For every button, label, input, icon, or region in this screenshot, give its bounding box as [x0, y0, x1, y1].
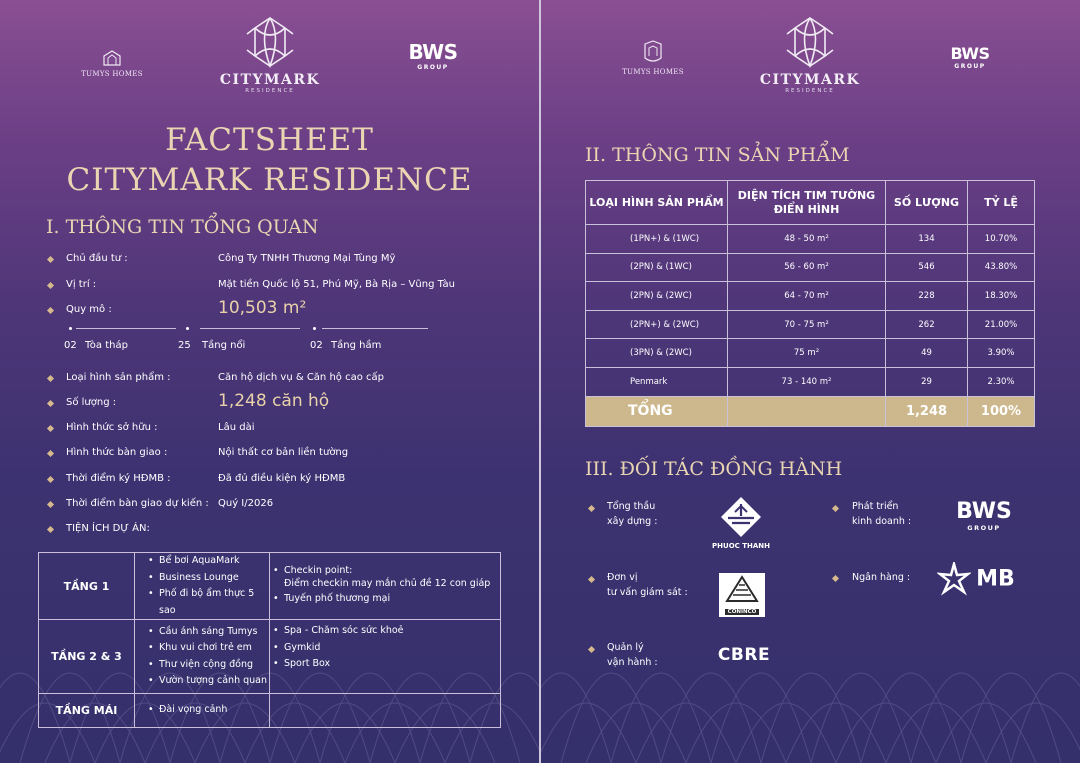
bws-partner-logo [951, 500, 1017, 532]
cell-count: 228 [886, 282, 968, 311]
citymark-name: CITYMARK [219, 72, 321, 88]
phuoc-thanh-text: PHUOC THANH [712, 542, 770, 550]
tumys-homes-logo [621, 40, 685, 76]
stat-dot [69, 327, 72, 330]
supervisor-label-line2: tư vấn giám sát : [607, 587, 688, 598]
section-product-heading: II. THÔNG TIN SẢN PHẨM [585, 144, 850, 166]
developer-label-line2: kinh doanh : [852, 516, 912, 527]
stat-towers-num: 02 [64, 340, 77, 351]
developer-label [852, 499, 911, 529]
table-row [586, 310, 1035, 339]
tumys-homes-text: TUMYS HOMES [622, 68, 684, 76]
total-label: TỔNG [586, 396, 728, 426]
amenity-col [270, 553, 501, 620]
coninco-logo [719, 573, 765, 617]
stat-line [322, 328, 428, 329]
stat-dot [186, 327, 189, 330]
list-item: • Khu vui chơi trẻ em [147, 640, 269, 657]
product-type-label: Loại hình sản phẩm : [66, 372, 171, 383]
bullet-diamond-icon [47, 450, 54, 457]
cell-type: (2PN) & (1WC) [586, 253, 728, 282]
title-project-name: CITYMARK RESIDENCE [66, 162, 473, 198]
amenity-col [135, 694, 270, 728]
manager-label [607, 640, 658, 670]
cell-type: Penmark [586, 367, 728, 396]
contractor-label-line1: Tổng thầu [607, 501, 656, 512]
cell-area: 75 m² [728, 339, 886, 368]
amenity-level: TẦNG 1 [39, 553, 135, 620]
cell-count: 49 [886, 339, 968, 368]
list-item: • Bể bơi AquaMark [147, 553, 269, 570]
bws-text: BWS [950, 44, 990, 63]
total-count: 1,248 [886, 396, 968, 426]
list-item: • Thư viện cộng đồng [147, 657, 269, 674]
header-product-type: LOẠI HÌNH SẢN PHẨM [586, 181, 728, 225]
table-row [586, 339, 1035, 368]
bws-partner-text: BWS [956, 499, 1012, 524]
handover-time-label: Thời điểm bàn giao dự kiến : [66, 498, 209, 509]
tumys-homes-logo [80, 50, 144, 78]
cell-ratio: 18.30% [968, 282, 1035, 311]
phuoc-thanh-emblem-icon [720, 496, 762, 538]
cell-count: 29 [886, 367, 968, 396]
list-item: • Phố đi bộ ẩm thực 5 sao [147, 586, 269, 619]
amenities-table [38, 552, 501, 728]
amenity-level: TẦNG 2 & 3 [39, 620, 135, 694]
amenity-level: TẦNG MÁI [39, 694, 135, 728]
location-label: Vị trí : [66, 279, 97, 290]
cell-ratio: 21.00% [968, 310, 1035, 339]
bws-group-text: GROUP [954, 63, 986, 70]
cell-area: 73 - 140 m² [728, 367, 886, 396]
coninco-text: CONINCO [725, 609, 759, 615]
developer-label-line1: Phát triển [852, 501, 899, 512]
citymark-emblem-icon [785, 16, 835, 68]
list-item: • Business Lounge [147, 570, 269, 587]
quantity-label: Số lượng : [66, 397, 117, 408]
supervisor-label-line1: Đơn vị [607, 572, 638, 583]
citymark-logo [750, 16, 870, 94]
investor-label: Chủ đầu tư : [66, 253, 128, 264]
table-total-row [586, 396, 1035, 426]
list-item: • Vườn tượng cảnh quan [147, 673, 269, 690]
stat-line [200, 328, 300, 329]
bullet-diamond-icon [47, 282, 54, 289]
header-area: DIỆN TÍCH TIM TƯỜNG ĐIỂN HÌNH [728, 181, 886, 225]
location-value: Mặt tiền Quốc lộ 51, Phú Mỹ, Bà Rịa – Vũng Tàu [218, 279, 456, 290]
section-overview-heading: I. THÔNG TIN TỔNG QUAN [46, 216, 319, 238]
bws-text: BWS [408, 40, 458, 64]
tumys-crest-icon [102, 50, 122, 66]
quantity-value: 1,248 căn hộ [218, 391, 330, 411]
citymark-subtitle: RESIDENCE [245, 88, 295, 94]
list-item: • Đài vọng cảnh [147, 702, 269, 719]
cell-type: (3PN) & (2WC) [586, 339, 728, 368]
amenity-col [270, 620, 501, 694]
bullet-diamond-icon [47, 256, 54, 263]
table-row [39, 620, 501, 694]
list-item: • Cầu ánh sáng Tumys [147, 624, 269, 641]
coninco-emblem-icon [719, 573, 765, 605]
stat-dot [313, 327, 316, 330]
handover-time-value: Quý I/2026 [218, 498, 274, 509]
stat-basements-num: 02 [310, 340, 323, 351]
handover-form-value: Nội thất cơ bản liền tường [218, 447, 349, 458]
handover-form-label: Hình thức bàn giao : [66, 447, 168, 458]
supervisor-label [607, 570, 688, 600]
product-type-value: Căn hộ dịch vụ & Căn hộ cao cấp [218, 372, 384, 383]
tumys-homes-text: TUMYS HOMES [81, 70, 143, 78]
cbre-logo: CBRE [717, 645, 771, 665]
citymark-logo [210, 16, 330, 94]
investor-value: Công Ty TNHH Thương Mại Tùng Mỹ [218, 253, 396, 264]
bws-group-text: GROUP [417, 64, 449, 71]
table-row [39, 553, 501, 620]
bullet-diamond-icon [47, 400, 54, 407]
citymark-subtitle: RESIDENCE [785, 88, 835, 94]
list-item-continuation: Điểm checkin may mắn chủ đề 12 con giáp [284, 577, 491, 589]
total-empty [728, 396, 886, 426]
bullet-diamond-icon [47, 425, 54, 432]
header-quantity: SỐ LƯỢNG [886, 181, 968, 225]
cell-ratio: 10.70% [968, 225, 1035, 254]
phuoc-thanh-logo [709, 496, 773, 550]
factsheet-page-left [0, 0, 539, 763]
contractor-label [607, 499, 657, 529]
list-item: • Sport Box [272, 656, 500, 673]
ownership-label: Hình thức sở hữu : [66, 422, 158, 433]
cell-area: 48 - 50 m² [728, 225, 886, 254]
table-row [586, 225, 1035, 254]
contract-time-value: Đã đủ điều kiện ký HĐMB [218, 473, 346, 484]
amenities-label: TIỆN ÍCH DỰ ÁN: [66, 523, 150, 534]
cell-area: 56 - 60 m² [728, 253, 886, 282]
cell-area: 70 - 75 m² [728, 310, 886, 339]
stat-basements-label: Tầng hầm [331, 340, 382, 351]
amenity-col [270, 694, 501, 728]
bullet-diamond-icon [47, 307, 54, 314]
table-header-row [586, 181, 1035, 225]
mb-star-icon [937, 562, 971, 596]
cell-type: (1PN+) & (1WC) [586, 225, 728, 254]
contractor-label-line2: xây dựng : [607, 516, 658, 527]
citymark-name: CITYMARK [759, 72, 861, 88]
scale-value: 10,503 m² [218, 298, 307, 318]
cell-type: (2PN+) & (2WC) [586, 310, 728, 339]
manager-label-line1: Quản lý [607, 642, 644, 653]
list-item: • Spa - Chăm sóc sức khoẻ [272, 623, 500, 640]
cell-ratio: 3.90% [968, 339, 1035, 368]
stat-line [76, 328, 176, 329]
title-factsheet: FACTSHEET [165, 122, 374, 158]
stat-floors-num: 25 [178, 340, 191, 351]
cell-type: (2PN) & (2WC) [586, 282, 728, 311]
mb-bank-logo [937, 562, 1021, 596]
bws-group-logo [943, 44, 997, 70]
cell-count: 262 [886, 310, 968, 339]
bullet-diamond-icon [47, 375, 54, 382]
list-item: • Gymkid [272, 640, 500, 657]
header-ratio: TỶ LỆ [968, 181, 1035, 225]
cell-area: 64 - 70 m² [728, 282, 886, 311]
manager-label-line2: vận hành : [607, 657, 658, 668]
mb-text: MB [976, 566, 1015, 592]
bws-partner-sub: GROUP [967, 524, 1001, 532]
bank-label: Ngân hàng : [852, 572, 911, 583]
amenity-col [135, 553, 270, 620]
factsheet-page-right [541, 0, 1080, 763]
list-item: • Tuyến phố thương mại [272, 591, 500, 608]
stat-floors-label: Tầng nổi [202, 340, 246, 351]
amenity-col [135, 620, 270, 694]
list-item: • Checkin point: [272, 565, 500, 577]
cell-count: 134 [886, 225, 968, 254]
ownership-value: Lâu dài [218, 422, 255, 433]
table-row [586, 253, 1035, 282]
section-partners-heading: III. ĐỐI TÁC ĐỒNG HÀNH [585, 458, 843, 480]
citymark-emblem-icon [245, 16, 295, 68]
contract-time-label: Thời điểm ký HĐMB : [66, 473, 171, 484]
cell-ratio: 43.80% [968, 253, 1035, 282]
bws-group-logo [404, 40, 462, 71]
table-row [586, 282, 1035, 311]
cell-count: 546 [886, 253, 968, 282]
table-row [39, 694, 501, 728]
total-ratio: 100% [968, 396, 1035, 426]
cell-ratio: 2.30% [968, 367, 1035, 396]
stat-towers-label: Tòa tháp [85, 340, 128, 351]
table-row [586, 367, 1035, 396]
tumys-crest-icon [642, 40, 664, 64]
product-table [585, 180, 1035, 427]
scale-label: Quy mô : [66, 304, 112, 315]
